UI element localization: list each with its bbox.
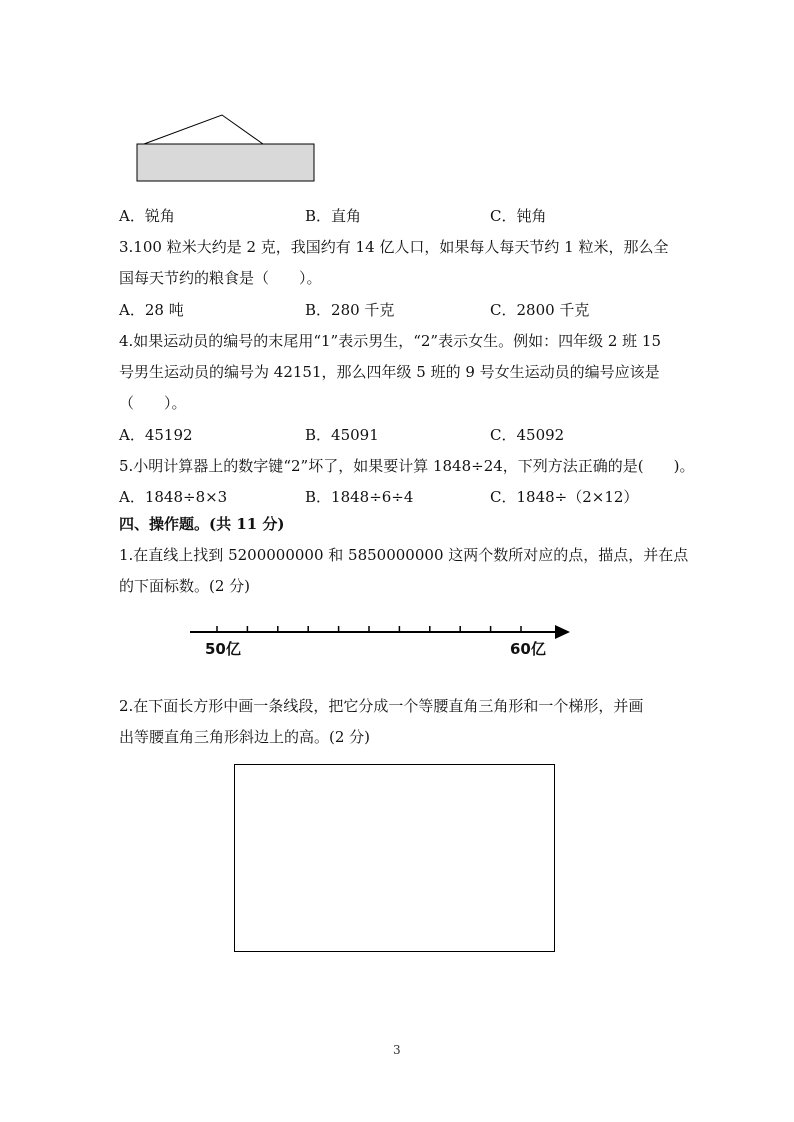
angle-figure <box>130 110 325 185</box>
q4-text-line2: 号男生运动员的编号为 42151，那么四年级 5 班的 9 号女生运动员的编号应该是 <box>119 363 660 381</box>
q3-text-line1: 3.100 粒米大约是 2 克，我国约有 14 亿人口，如果每人每天节约 1 粒米，那么全 <box>119 238 669 256</box>
q3-option-c: C．2800 千克 <box>490 301 590 319</box>
section4-q1-line2: 的下面标数。(2 分) <box>119 577 251 595</box>
page-number: 3 <box>393 1043 401 1057</box>
number-line-label-right: 60亿 <box>510 640 546 658</box>
q3-text-line2: 国每天节约的粮食是（ ）。 <box>119 269 322 287</box>
q5-option-b: B．1848÷6÷4 <box>305 488 414 506</box>
q5-text-line1: 5.小明计算器上的数字键“2”坏了，如果要计算 1848÷24，下列方法正确的是( )。 <box>119 457 695 475</box>
number-line-label-left: 50亿 <box>205 640 241 658</box>
q5-option-a: A．1848÷8×3 <box>119 488 228 506</box>
q2-option-b: B．直角 <box>305 207 362 225</box>
section4-title: 四、操作题。(共 11 分) <box>119 515 285 533</box>
q4-text-line3: （ ）。 <box>119 394 187 412</box>
q4-option-a: A．45192 <box>119 426 193 444</box>
section4-q1-line1: 1.在直线上找到 5200000000 和 5850000000 这两个数所对应的点，描点，并在点 <box>119 546 689 564</box>
q2-option-c: C．钝角 <box>490 207 547 225</box>
drawing-rectangle[interactable] <box>234 764 555 952</box>
q4-option-b: B．45091 <box>305 426 379 444</box>
q5-option-c: C．1848÷（2×12） <box>490 488 639 506</box>
figure-triangle <box>144 115 263 144</box>
section4-q2-line1: 2.在下面长方形中画一条线段，把它分成一个等腰直角三角形和一个梯形，并画 <box>119 697 644 715</box>
q4-text-line1: 4.如果运动员的编号的末尾用“1”表示男生，“2”表示女生。例如：四年级 2 班 15 <box>119 332 662 350</box>
number-line-arrow <box>555 625 570 639</box>
figure-rectangle <box>137 144 314 181</box>
q3-option-b: B．280 千克 <box>305 301 395 319</box>
q2-option-a: A．锐角 <box>119 207 175 225</box>
q3-option-a: A．28 吨 <box>119 301 184 319</box>
section4-q2-line2: 出等腰直角三角形斜边上的高。(2 分) <box>119 728 371 746</box>
q4-option-c: C．45092 <box>490 426 565 444</box>
